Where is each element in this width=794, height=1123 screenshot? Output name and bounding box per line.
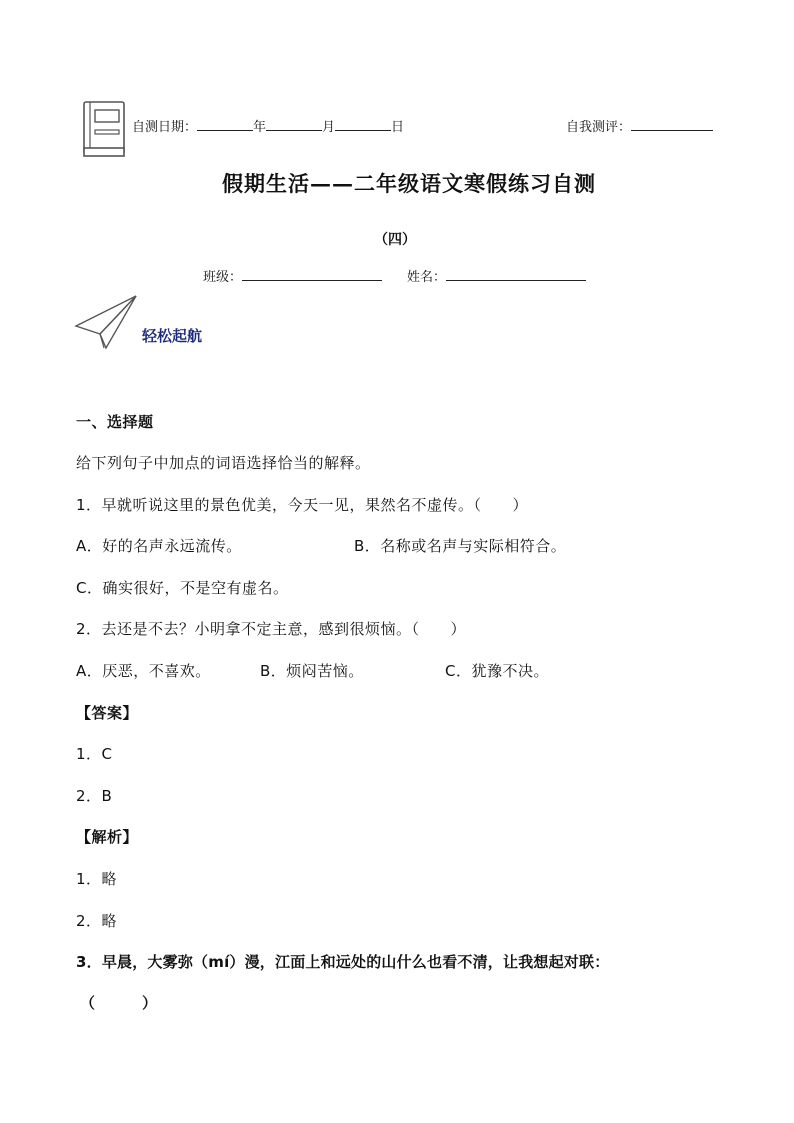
month-label: 月	[322, 120, 336, 135]
question-2-option-c: C．犹豫不决。	[445, 662, 549, 680]
month-blank[interactable]	[266, 116, 322, 131]
answer-item: 1．C	[76, 745, 113, 763]
day-blank[interactable]	[335, 116, 391, 131]
question-2-option-b: B．烦闷苦恼。	[260, 662, 364, 680]
question-3-text: 3．早晨，大雾弥（mí）漫，江面上和远处的山什么也看不清，让我想起对联：	[76, 953, 610, 971]
answer-heading: 【答案】	[76, 704, 139, 722]
paper-plane-icon	[74, 294, 140, 352]
book-icon	[80, 100, 128, 160]
analysis-item: 2．略	[76, 912, 118, 930]
class-blank[interactable]	[242, 266, 382, 281]
self-eval-blank[interactable]	[631, 116, 713, 131]
instruction-text: 给下列句子中加点的词语选择恰当的解释。	[76, 454, 371, 472]
class-row	[203, 266, 382, 285]
day-label: 日	[391, 120, 405, 135]
year-blank[interactable]	[197, 116, 253, 131]
self-eval-label: 自我测评：	[566, 120, 632, 135]
question-3-blank[interactable]: （ ）	[80, 994, 158, 1012]
question-1-option-c: C．确实很好，不是空有虚名。	[76, 579, 289, 597]
section-title: 轻松起航	[142, 327, 203, 345]
question-heading: 一、选择题	[76, 413, 154, 431]
analysis-heading: 【解析】	[76, 828, 139, 846]
question-2-option-a: A．厌恶，不喜欢。	[76, 662, 211, 680]
test-date-label: 自测日期：	[132, 120, 198, 135]
name-row	[407, 266, 586, 285]
question-1-option-a: A．好的名声永远流传。	[76, 537, 242, 555]
class-label: 班级：	[203, 270, 243, 285]
page-subtitle: （四）	[374, 232, 416, 248]
question-1-text: 1．早就听说这里的景色优美，今天一见，果然名不虚传。（ ）	[76, 496, 529, 514]
question-2-text: 2．去还是不去？小明拿不定主意，感到很烦恼。（ ）	[76, 620, 467, 638]
question-1-option-b: B．名称或名声与实际相符合。	[354, 537, 567, 555]
page-title: 假期生活——二年级语文寒假练习自测	[222, 171, 596, 196]
year-label: 年	[253, 120, 267, 135]
test-date-row	[132, 116, 404, 135]
analysis-item: 1．略	[76, 870, 118, 888]
answer-item: 2．B	[76, 787, 113, 805]
self-eval-row	[566, 116, 713, 135]
name-label: 姓名：	[407, 270, 447, 285]
name-blank[interactable]	[446, 266, 586, 281]
